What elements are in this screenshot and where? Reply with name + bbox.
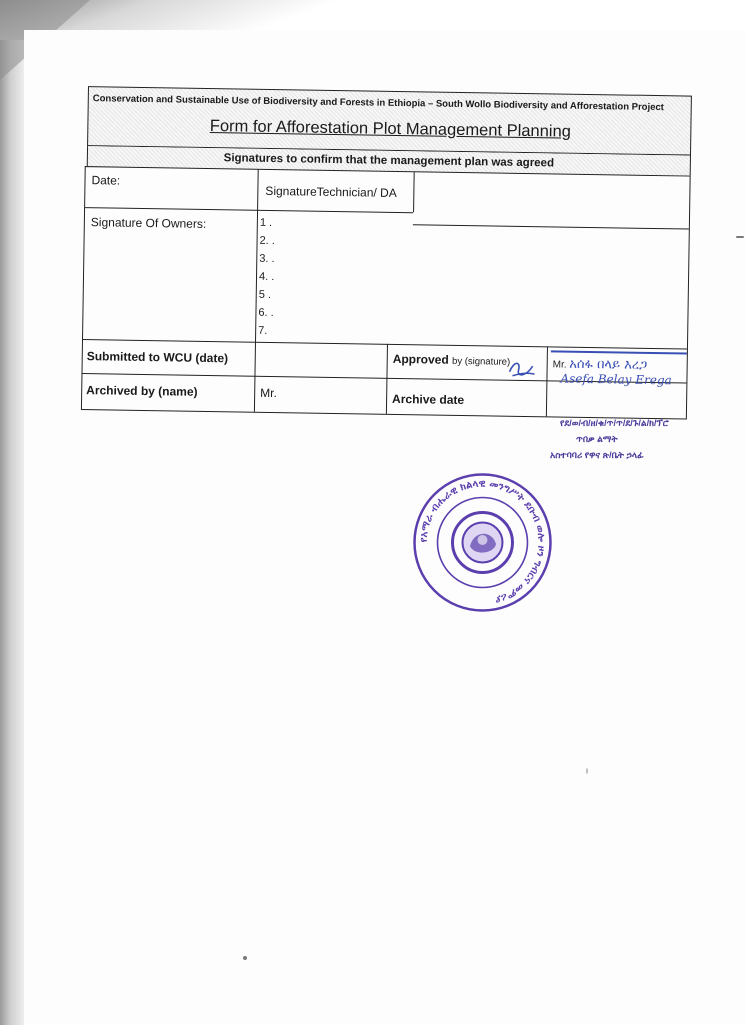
approved-label: Approved: [392, 351, 449, 367]
owner-signature-line: 5 .: [258, 288, 272, 301]
form-title: Form for Afforestation Plot Management Planning: [209, 117, 572, 141]
signature-confirmation-heading: Signatures to confirm that the management plan was agreed: [87, 146, 691, 175]
official-seal-icon: [410, 470, 555, 615]
form-header: [87, 86, 692, 155]
stamp-top-line: [551, 350, 687, 354]
form-grid: [81, 166, 691, 419]
approver-prefix: Mr.: [552, 359, 567, 371]
archive-date-label: Archive date: [392, 391, 465, 408]
scan-shadow-left: [0, 0, 26, 1025]
owner-signature-line: 7.: [258, 324, 268, 337]
row-divider: [413, 224, 689, 229]
archived-by-name: Mr.: [260, 385, 277, 401]
approver-latin-name: Asefa Belay Erega: [560, 371, 672, 388]
project-title: Conservation and Sustainable Use of Biodiversity and Forests in Ethiopia – South Wollo Biodiversity and Afforestation Project: [92, 93, 664, 114]
approved-by-label: [393, 352, 511, 368]
date-label: Date:: [91, 173, 121, 188]
owner-signature-line: 3. .: [259, 252, 275, 266]
owners-signature-list: [258, 217, 275, 343]
owner-signature-line: 2. .: [259, 234, 275, 248]
submitted-to-wcu-label: Submitted to WCU (date): [86, 349, 229, 366]
seal-ring-text: የአማራ ብሔራዊ ክልላዊ መንግሥት ደቡብ ወሎ ዞን ግብርና መምሪያ: [418, 478, 547, 605]
stamp-line-2: ጥበቃ ልማት: [576, 434, 618, 444]
stamp-line-1: የደ/ወ/ብ/ዘ/ቁ/ጥ/ጥ/ደ/ጉ/ል/ክ/ፕሮ: [560, 418, 669, 428]
technician-signature-label: SignatureTechnician/ DA: [265, 183, 397, 200]
afforestation-form: [77, 86, 694, 432]
owner-signature-line: 6. .: [258, 306, 274, 320]
owner-signature-line: 1 .: [259, 216, 273, 230]
scan-speck: [736, 236, 744, 238]
row-divider: [83, 339, 687, 349]
scan-speck: [586, 768, 588, 774]
stamp-line-3: አስተባባሪ የዋና ጽ/ቤት ኃላፊ: [550, 450, 644, 460]
row-divider: [85, 207, 413, 213]
column-divider: [413, 172, 415, 212]
approver-name-stamp: [553, 356, 648, 372]
approver-signature-icon: [506, 358, 536, 382]
owners-signature-label: Signature Of Owners:: [90, 215, 207, 231]
owner-signature-line: 4. .: [258, 270, 275, 284]
archived-by-label: Archived by (name): [86, 383, 198, 399]
approver-amharic-name: አሰፋ በላይ እረጋ: [569, 356, 648, 373]
approved-sub-label: by (signature): [451, 355, 511, 368]
scan-speck: [243, 956, 247, 960]
